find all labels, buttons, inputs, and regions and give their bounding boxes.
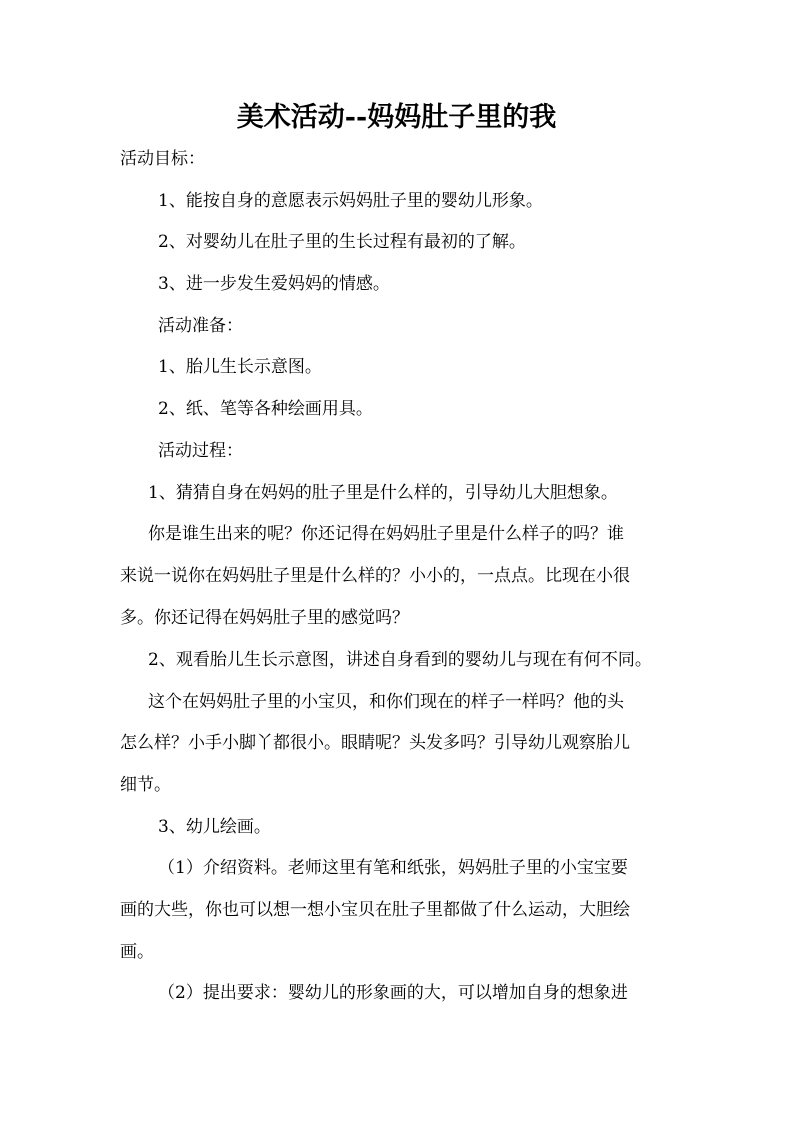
paragraph-line: 来说一说你在妈妈肚子里是什么样的？小小的，一点点。比现在小很	[120, 566, 630, 586]
paragraph-line: 细节。	[120, 775, 171, 795]
paragraph-line: 这个在妈妈肚子里的小宝贝，和你们现在的样子一样吗？他的头	[148, 692, 624, 712]
paragraph-line: 1、能按自身的意愿表示妈妈肚子里的婴幼儿形象。	[158, 191, 543, 211]
page-title: 美术活动--妈妈肚子里的我	[236, 102, 557, 133]
paragraph-line: 画的大些，你也可以想一想小宝贝在肚子里都做了什么运动，大胆绘	[120, 900, 630, 920]
paragraph-line: 多。你还记得在妈妈肚子里的感觉吗？	[120, 608, 409, 628]
section-heading-preparation: 活动准备：	[158, 316, 243, 336]
paragraph-line: 画。	[120, 942, 154, 962]
paragraph-line: （2）提出要求：婴幼儿的形象画的大，可以增加自身的想象进	[158, 983, 628, 1003]
paragraph-line: 3、进一步发生爱妈妈的情感。	[158, 274, 390, 294]
paragraph-line: 你是谁生出来的呢？你还记得在妈妈肚子里是什么样子的吗？谁	[148, 524, 624, 544]
paragraph-line: 1、猜猜自身在妈妈的肚子里是什么样的，引导幼儿大胆想象。	[148, 483, 618, 503]
paragraph-line: 2、纸、笔等各种绘画用具。	[158, 399, 373, 419]
paragraph-line: （1）介绍资料。老师这里有笔和纸张，妈妈肚子里的小宝宝要	[158, 858, 628, 878]
section-heading-process: 活动过程：	[158, 441, 243, 461]
paragraph-line: 2、对婴幼儿在肚子里的生长过程有最初的了解。	[158, 232, 526, 252]
section-heading-goals: 活动目标：	[120, 149, 205, 169]
paragraph-line: 3、幼儿绘画。	[158, 817, 271, 837]
paragraph-line: 1、胎儿生长示意图。	[158, 357, 322, 377]
paragraph-line: 怎么样？小手小脚丫都很小。眼睛呢？头发多吗？引导幼儿观察胎儿	[120, 733, 630, 753]
paragraph-line: 2、观看胎儿生长示意图，讲述自身看到的婴幼儿与现在有何不同。	[148, 650, 652, 670]
